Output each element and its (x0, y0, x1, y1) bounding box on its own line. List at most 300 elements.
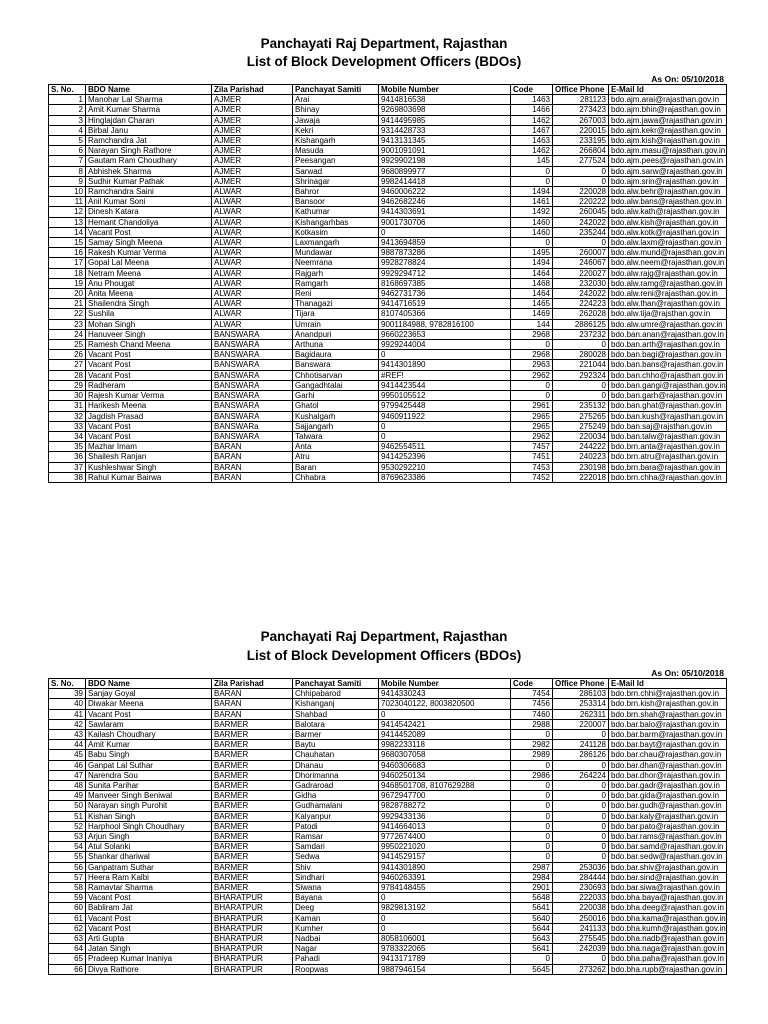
col-mobile-number-cell: 8058106001 (379, 934, 511, 944)
col-email-id-cell[interactable]: bdo.bar.rams@rajasthan.gov.in (609, 832, 727, 842)
col-mobile-number-cell: 9414301890 (379, 862, 511, 872)
col-zila-parishad-cell: BHARATPUR (212, 964, 293, 974)
col-bdo-name-cell: Sudhir Kumar Pathak (86, 176, 212, 186)
col-office-phone-cell: 0 (553, 340, 609, 350)
col-email-id-cell[interactable]: bdo.alw.than@rajasthan.gov.in (609, 299, 727, 309)
col-code-cell: 1466 (511, 105, 553, 115)
col-email-id-cell[interactable]: bdo.bar.balo@rajasthan.gov.in (609, 719, 727, 729)
col-email-id-cell[interactable]: bdo.ban.bans@rajasthan.gov.in (609, 360, 727, 370)
col-email-id-cell[interactable]: bdo.ban.kush@rajasthan.gov.in (609, 411, 727, 421)
col-email-id-cell[interactable]: bdo.bha.kama@rajasthan.gov.in (609, 913, 727, 923)
col-code-cell: 5640 (511, 913, 553, 923)
col-office-phone-cell: 250016 (553, 913, 609, 923)
col-code-cell: 1494 (511, 187, 553, 197)
col-s-no-cell: 56 (49, 862, 86, 872)
col-email-id-cell[interactable]: bdo.brn.atru@rajasthan.gov.in (609, 452, 727, 462)
col-panchayat-samiti-cell: Baytu (293, 740, 379, 750)
col-office-phone-cell: 275265 (553, 411, 609, 421)
col-s-no-cell: 43 (49, 730, 86, 740)
col-email-id-cell[interactable]: bdo.bar.kaly@rajasthan.gov.in (609, 811, 727, 821)
col-email-id-cell[interactable]: bdo.ban.anan@rajasthan.gov.in (609, 329, 727, 339)
col-code-cell: 2961 (511, 401, 553, 411)
col-bdo-name-cell: Rajesh Kumar Verma (86, 391, 212, 401)
col-s-no-cell: 47 (49, 770, 86, 780)
col-panchayat-samiti-cell: Kishanganj (293, 699, 379, 709)
col-bdo-name-cell: Hinglajdan Charan (86, 115, 212, 125)
col-email-id-cell[interactable]: bdo.bha.paha@rajasthan.gov.in (609, 954, 727, 964)
table-row (49, 811, 727, 821)
col-office-phone-cell: 220027 (553, 268, 609, 278)
col-email-id-cell[interactable]: bdo.ajm.bhin@rajasthan.gov.in (609, 105, 727, 115)
col-code-cell: 0 (511, 801, 553, 811)
col-office-phone-cell: 0 (553, 832, 609, 842)
table-row (49, 842, 727, 852)
col-zila-parishad-cell: BARAN (212, 689, 293, 699)
col-email-id-cell[interactable]: bdo.bha.baya@rajasthan.gov.in (609, 893, 727, 903)
col-zila-parishad-cell: BARMER (212, 842, 293, 852)
col-code-cell: 1469 (511, 309, 553, 319)
col-mobile-number-cell: 9001730706 (379, 217, 511, 227)
col-code-cell: 1494 (511, 258, 553, 268)
col-office-phone-cell: 0 (553, 781, 609, 791)
col-panchayat-samiti-cell: Masuda (293, 146, 379, 156)
col-mobile-number-cell: 9680307058 (379, 750, 511, 760)
col-office-phone-cell: 286126 (553, 750, 609, 760)
col-s-no-cell: 19 (49, 278, 86, 288)
table-row (49, 821, 727, 831)
col-s-no-cell: 46 (49, 760, 86, 770)
table-row (49, 964, 727, 974)
col-zila-parishad-cell: AJMER (212, 125, 293, 135)
col-email-id-cell[interactable]: bdo.ajm.arai@rajasthan.gov.in (609, 95, 727, 105)
col-email-id-cell[interactable]: bdo.ban.ghat@rajasthan.gov.in (609, 401, 727, 411)
col-office-phone-cell: 0 (553, 238, 609, 248)
table-row (49, 462, 727, 472)
col-email-id-cell[interactable]: bdo.bar.shiv@rajasthan.gov.in (609, 862, 727, 872)
col-mobile-number-cell: 9460911922 (379, 411, 511, 421)
col-zila-parishad-cell: BANSWARA (212, 360, 293, 370)
col-office-phone-cell: 0 (553, 842, 609, 852)
col-code-cell: 2962 (511, 370, 553, 380)
col-code-cell: 1464 (511, 289, 553, 299)
col-email-id-cell[interactable]: bdo.ajm.sarw@rajasthan.gov.in (609, 166, 727, 176)
table-row (49, 176, 727, 186)
col-mobile-number-cell: 9414716519 (379, 299, 511, 309)
col-zila-parishad-cell: ALWAR (212, 268, 293, 278)
col-panchayat-samiti-cell: Kathumar (293, 207, 379, 217)
col-code-cell: 0 (511, 811, 553, 821)
col-panchayat-samiti-cell: Patodi (293, 821, 379, 831)
col-zila-parishad-cell: ALWAR (212, 248, 293, 258)
col-email-id-cell[interactable]: bdo.brn.kish@rajasthan.gov.in (609, 699, 727, 709)
col-office-phone-cell: 235132 (553, 401, 609, 411)
col-mobile-number-cell: 0 (379, 709, 511, 719)
col-bdo-name-cell: Rakesh Kumar Verma (86, 248, 212, 258)
col-bdo-name-cell: Arti Gupta (86, 934, 212, 944)
col-mobile-number-cell: 9414452089 (379, 730, 511, 740)
col-code-cell: 1495 (511, 248, 553, 258)
col-mobile-number-cell: 9460006222 (379, 187, 511, 197)
col-office-phone-cell: 221044 (553, 360, 609, 370)
table-row (49, 370, 727, 380)
col-mobile-number-cell: 9784148455 (379, 883, 511, 893)
col-panchayat-samiti-cell: Bahror (293, 187, 379, 197)
col-panchayat-samiti-cell: Laxmangarh (293, 238, 379, 248)
table-row (49, 934, 727, 944)
col-bdo-name-cell: Vacant Post (86, 893, 212, 903)
col-zila-parishad-cell: BARMER (212, 883, 293, 893)
col-zila-parishad-cell: BARMER (212, 821, 293, 831)
col-office-phone-cell: 0 (553, 760, 609, 770)
col-code-cell: 0 (511, 832, 553, 842)
col-bdo-name-cell: Diwakar Meena (86, 699, 212, 709)
col-email-id-cell[interactable]: bdo.ban.arth@rajasthan.gov.in (609, 340, 727, 350)
col-email-id-cell[interactable]: bdo.ajm.srin@rajasthan.gov.in (609, 176, 727, 186)
col-panchayat-samiti-cell: Kumher (293, 923, 379, 933)
col-s-no-header: S. No. (49, 85, 86, 95)
col-email-id-cell[interactable]: bdo.alw.tija@rajsthan.gov.in (609, 309, 727, 319)
table-row (49, 719, 727, 729)
col-code-cell: 145 (511, 156, 553, 166)
col-zila-parishad-cell: BARMER (212, 760, 293, 770)
col-email-id-cell[interactable]: bdo.bha.nadb@rajasthan.gov.in (609, 934, 727, 944)
col-zila-parishad-cell: BARAN (212, 452, 293, 462)
col-code-cell: 7454 (511, 689, 553, 699)
col-zila-parishad-cell: ALWAR (212, 187, 293, 197)
col-zila-parishad-cell: ALWAR (212, 197, 293, 207)
col-bdo-name-cell: Gopal Lal Meena (86, 258, 212, 268)
as-on-date: As On: 05/10/2018 (651, 74, 724, 84)
col-email-id-cell[interactable]: bdo.alw.kath@rajasthan.gov.in (609, 207, 727, 217)
col-s-no-cell: 40 (49, 699, 86, 709)
col-email-id-cell[interactable]: bdo.ajm.pees@rajasthan.gov.in (609, 156, 727, 166)
col-email-id-cell[interactable]: bdo.alw.reni@rajasthan.gov.in (609, 289, 727, 299)
col-mobile-number-cell: 9530292210 (379, 462, 511, 472)
col-panchayat-samiti-cell: Ghatol (293, 401, 379, 411)
col-zila-parishad-cell: AJMER (212, 105, 293, 115)
col-s-no-cell: 25 (49, 340, 86, 350)
col-email-id-cell[interactable]: bdo.alw.behr@rajasthan.gov.in (609, 187, 727, 197)
col-office-phone-cell: 0 (553, 811, 609, 821)
col-email-id-cell[interactable]: bdo.bar.samd@rajasthan.gov.in (609, 842, 727, 852)
col-email-id-cell[interactable]: bdo.ban.garh@rajasthan.gov.in (609, 391, 727, 401)
col-bdo-name-cell: Kishan Singh (86, 811, 212, 821)
col-panchayat-samiti-cell: Siwana (293, 883, 379, 893)
col-office-phone-cell: 280028 (553, 350, 609, 360)
col-s-no-cell: 57 (49, 872, 86, 882)
col-zila-parishad-cell: BHARATPUR (212, 913, 293, 923)
col-bdo-name-cell: Ganpat Lal Suthar (86, 760, 212, 770)
col-office-phone-cell: 284444 (553, 872, 609, 882)
col-zila-parishad-cell: BHARATPUR (212, 893, 293, 903)
col-panchayat-samiti-cell: Balotara (293, 719, 379, 729)
col-s-no-cell: 4 (49, 125, 86, 135)
col-email-id-cell[interactable]: bdo.bha.naga@rajasthan.gov.in (609, 944, 727, 954)
table-row (49, 832, 727, 842)
col-mobile-number-cell: 9887946154 (379, 964, 511, 974)
col-email-id-cell[interactable]: bdo.bar.bayt@rajasthan.gov.in (609, 740, 727, 750)
col-panchayat-samiti-cell: Kotkasim (293, 227, 379, 237)
col-mobile-number-cell: 9462554511 (379, 442, 511, 452)
col-office-phone-cell: 0 (553, 391, 609, 401)
bdo-table-page-2 (48, 678, 727, 975)
col-zila-parishad-cell: BARMER (212, 719, 293, 729)
col-email-id-cell[interactable]: bdo.ban.chho@rajasthan.gov.in (609, 370, 727, 380)
table-row (49, 401, 727, 411)
col-panchayat-samiti-cell: Bhinay (293, 105, 379, 115)
col-email-id-cell[interactable]: bdo.alw.kotk@rajasthan.gov.in (609, 227, 727, 237)
col-mobile-number-cell: 9929244004 (379, 340, 511, 350)
col-email-id-cell[interactable]: bdo.ban.bagi@rajasthan.gov.in (609, 350, 727, 360)
col-bdo-name-cell: Babu Singh (86, 750, 212, 760)
table-row (49, 740, 727, 750)
col-code-cell: 2968 (511, 350, 553, 360)
col-s-no-cell: 49 (49, 791, 86, 801)
col-zila-parishad-cell: AJMER (212, 176, 293, 186)
col-email-id-cell[interactable]: bdo.alw.ramg@rajasthan.gov.in (609, 278, 727, 288)
col-office-phone-cell: 0 (553, 821, 609, 831)
col-email-id-cell[interactable]: bdo.ban.talw@rajasthan.gov.in (609, 431, 727, 441)
col-bdo-name-cell: Vacant Post (86, 709, 212, 719)
table-row (49, 391, 727, 401)
col-email-id-cell[interactable]: bdo.alw.umre@rajasthan.gov.in (609, 319, 727, 329)
col-email-id-cell[interactable]: bdo.alw.kish@rajasthan.gov.in (609, 217, 727, 227)
col-email-id-cell[interactable]: bdo.bar.dhor@rajasthan.gov.in (609, 770, 727, 780)
col-office-phone-cell: 240223 (553, 452, 609, 462)
col-bdo-name-header: BDO Name (86, 85, 212, 95)
col-code-cell: 0 (511, 340, 553, 350)
col-s-no-cell: 17 (49, 258, 86, 268)
col-s-no-cell: 42 (49, 719, 86, 729)
col-panchayat-samiti-cell: Umrain (293, 319, 379, 329)
col-zila-parishad-cell: BHARATPUR (212, 934, 293, 944)
col-office-phone-cell: 230693 (553, 883, 609, 893)
col-email-id-cell[interactable]: bdo.bar.pato@rajasthan.gov.in (609, 821, 727, 831)
col-panchayat-samiti-cell: Anandpuri (293, 329, 379, 339)
col-office-phone-cell: 266804 (553, 146, 609, 156)
col-email-id-header: E-Mail Id (609, 679, 727, 689)
col-s-no-cell: 22 (49, 309, 86, 319)
col-email-id-cell[interactable]: bdo.ajm.jawa@rajasthan.gov.in (609, 115, 727, 125)
col-mobile-number-cell: 9950105512 (379, 391, 511, 401)
col-email-id-cell[interactable]: bdo.ban.saj@rajsthan.gov.in (609, 421, 727, 431)
col-email-id-cell[interactable]: bdo.bar.gadr@rajasthan.gov.in (609, 781, 727, 791)
col-s-no-cell: 64 (49, 944, 86, 954)
col-mobile-number-cell: 9660223653 (379, 329, 511, 339)
col-email-id-cell[interactable]: bdo.alw.laxm@rajasthan.gov.in (609, 238, 727, 248)
col-office-phone-cell: 292324 (553, 370, 609, 380)
col-zila-parishad-cell: BARMER (212, 750, 293, 760)
col-code-cell: 2986 (511, 770, 553, 780)
col-s-no-cell: 50 (49, 801, 86, 811)
table-row (49, 689, 727, 699)
col-office-phone-header: Office Phone (553, 679, 609, 689)
col-email-id-cell[interactable]: bdo.brn.chhi@rajasthan.gov.in (609, 689, 727, 699)
col-s-no-cell: 12 (49, 207, 86, 217)
col-panchayat-samiti-cell: Dhorimanna (293, 770, 379, 780)
col-bdo-name-cell: Vacant Post (86, 923, 212, 933)
col-email-id-cell[interactable]: bdo.brn.anta@rajasthan.gov.in (609, 442, 727, 452)
col-code-cell: 2965 (511, 411, 553, 421)
col-s-no-cell: 33 (49, 421, 86, 431)
col-zila-parishad-cell: ALWAR (212, 299, 293, 309)
table-row (49, 329, 727, 339)
col-bdo-name-cell: Vacant Post (86, 370, 212, 380)
col-zila-parishad-cell: BARMER (212, 801, 293, 811)
col-email-id-cell[interactable]: bdo.bar.sedw@rajasthan.gov.in (609, 852, 727, 862)
col-email-id-header: E-Mail Id (609, 85, 727, 95)
col-bdo-name-cell: Vacant Post (86, 227, 212, 237)
col-code-cell: 1467 (511, 125, 553, 135)
col-email-id-cell[interactable]: bdo.ajm.kekr@rajasthan.gov.in (609, 125, 727, 135)
col-s-no-cell: 62 (49, 923, 86, 933)
col-code-cell: 1492 (511, 207, 553, 217)
col-mobile-number-cell: 9783322065 (379, 944, 511, 954)
col-mobile-number-cell: 9829813192 (379, 903, 511, 913)
col-code-cell: 1464 (511, 268, 553, 278)
col-zila-parishad-cell: AJMER (212, 146, 293, 156)
col-mobile-number-cell: 9414423544 (379, 380, 511, 390)
col-panchayat-samiti-cell: Garhi (293, 391, 379, 401)
col-bdo-name-cell: Gautam Ram Choudhary (86, 156, 212, 166)
col-s-no-cell: 23 (49, 319, 86, 329)
col-mobile-number-header: Mobile Number (379, 85, 511, 95)
col-zila-parishad-cell: BARMER (212, 770, 293, 780)
col-email-id-cell[interactable]: bdo.brn.shah@rajasthan.gov.in (609, 709, 727, 719)
col-mobile-number-cell: 9001091091 (379, 146, 511, 156)
col-code-cell: 7452 (511, 472, 553, 482)
col-zila-parishad-header: Zila Parishad (212, 679, 293, 689)
col-office-phone-cell: 237232 (553, 329, 609, 339)
col-bdo-name-cell: Ramchandra Saini (86, 187, 212, 197)
col-mobile-number-cell: 0 (379, 421, 511, 431)
col-email-id-cell[interactable]: bdo.bha.kumh@rajasthan.gov.in (609, 923, 727, 933)
col-code-cell: 1462 (511, 146, 553, 156)
col-office-phone-cell: 220222 (553, 197, 609, 207)
table-row (49, 125, 727, 135)
col-mobile-number-cell: 9414495985 (379, 115, 511, 125)
col-panchayat-samiti-cell: Deeg (293, 903, 379, 913)
table-row (49, 750, 727, 760)
col-s-no-cell: 59 (49, 893, 86, 903)
col-email-id-cell[interactable]: bdo.brn.bara@rajasthan.gov.in (609, 462, 727, 472)
col-panchayat-samiti-cell: Thanagazi (293, 299, 379, 309)
col-panchayat-samiti-cell: Kishangarh (293, 136, 379, 146)
col-mobile-number-cell: 9460250134 (379, 770, 511, 780)
col-email-id-cell[interactable]: bdo.bha.deeg@rajasthan.gov.in (609, 903, 727, 913)
col-office-phone-cell: 222033 (553, 893, 609, 903)
col-email-id-cell[interactable]: bdo.bar.gudh@rajasthan.gov.in (609, 801, 727, 811)
col-email-id-cell[interactable]: bdo.bar.sind@rajasthan.gov.in (609, 872, 727, 882)
col-mobile-number-cell: 9887873286 (379, 248, 511, 258)
col-code-cell: 2989 (511, 750, 553, 760)
col-panchayat-samiti-cell: Bansoor (293, 197, 379, 207)
col-bdo-name-cell: Sanjay Goyal (86, 689, 212, 699)
col-mobile-number-header: Mobile Number (379, 679, 511, 689)
col-office-phone-cell: 253314 (553, 699, 609, 709)
col-email-id-cell[interactable]: bdo.alw.neem@rajasthan.gov.in (609, 258, 727, 268)
col-mobile-number-cell: 9928278824 (379, 258, 511, 268)
col-s-no-cell: 13 (49, 217, 86, 227)
col-mobile-number-cell: 9772674400 (379, 832, 511, 842)
col-bdo-name-cell: Babliram Jat (86, 903, 212, 913)
col-email-id-cell[interactable]: bdo.bar.dhan@rajasthan.gov.in (609, 760, 727, 770)
col-email-id-cell[interactable]: bdo.bar.barm@rajasthan.gov.in (609, 730, 727, 740)
table-row (49, 893, 727, 903)
col-bdo-name-cell: Manveer Singh Beniwal (86, 791, 212, 801)
col-zila-parishad-cell: BARAN (212, 442, 293, 452)
table-row (49, 187, 727, 197)
col-mobile-number-cell: 9672947700 (379, 791, 511, 801)
as-on-date: As On: 05/10/2018 (651, 668, 724, 678)
col-bdo-name-cell: Hanuveer Singh (86, 329, 212, 339)
col-email-id-cell[interactable]: bdo.ajm.kish@rajasthan.gov.in (609, 136, 727, 146)
col-code-cell: 2901 (511, 883, 553, 893)
col-mobile-number-cell: 8168697385 (379, 278, 511, 288)
col-mobile-number-cell: 9001184988, 9782816100 (379, 319, 511, 329)
col-email-id-cell[interactable]: bdo.alw.mund@rajasthan.gov.in (609, 248, 727, 258)
col-code-cell: 5641 (511, 944, 553, 954)
col-email-id-cell[interactable]: bdo.bar.gida@rajasthan.gov.in (609, 791, 727, 801)
col-zila-parishad-cell: BARMER (212, 872, 293, 882)
table-row (49, 360, 727, 370)
col-zila-parishad-cell: ALWAR (212, 319, 293, 329)
col-bdo-name-cell: Jagdish Prasad (86, 411, 212, 421)
col-mobile-number-cell: 9929902198 (379, 156, 511, 166)
table-row (49, 136, 727, 146)
col-email-id-cell[interactable]: bdo.bha.rupb@rajasthan.gov.in (609, 964, 727, 974)
col-mobile-number-cell: 9414301890 (379, 360, 511, 370)
col-s-no-cell: 36 (49, 452, 86, 462)
col-email-id-cell[interactable]: bdo.brn.chha@rajasthan.gov.in (609, 472, 727, 482)
col-email-id-cell[interactable]: bdo.ajm.masu@rajasthan.gov.in (609, 146, 727, 156)
col-s-no-cell: 54 (49, 842, 86, 852)
col-zila-parishad-cell: BANSWARA (212, 350, 293, 360)
col-mobile-number-cell: 0 (379, 913, 511, 923)
col-zila-parishad-cell: BARAN (212, 699, 293, 709)
col-mobile-number-cell: 0 (379, 431, 511, 441)
col-panchayat-samiti-cell: Chhipabarod (293, 689, 379, 699)
col-mobile-number-cell: 8107405366 (379, 309, 511, 319)
col-zila-parishad-cell: ALWAR (212, 207, 293, 217)
table-row (49, 340, 727, 350)
col-office-phone-cell: 220015 (553, 125, 609, 135)
col-s-no-cell: 11 (49, 197, 86, 207)
col-office-phone-cell: 262311 (553, 709, 609, 719)
col-bdo-name-cell: Kushleshwar Singh (86, 462, 212, 472)
col-office-phone-cell: 242022 (553, 217, 609, 227)
col-email-id-cell[interactable]: bdo.ban.gangi@rajasthan.gov.in (609, 380, 727, 390)
col-office-phone-cell: 0 (553, 380, 609, 390)
col-mobile-number-cell: 9799425448 (379, 401, 511, 411)
col-panchayat-samiti-cell: Gudhamalani (293, 801, 379, 811)
col-bdo-name-cell: Harphool Singh Choudhary (86, 821, 212, 831)
col-email-id-cell[interactable]: bdo.alw.rajg@rajasthan.gov.in (609, 268, 727, 278)
col-panchayat-samiti-cell: Gadraroad (293, 781, 379, 791)
col-zila-parishad-cell: BANSWARA (212, 329, 293, 339)
col-email-id-cell[interactable]: bdo.bar.chau@rajasthan.gov.in (609, 750, 727, 760)
col-email-id-cell[interactable]: bdo.bar.siwa@rajasthan.gov.in (609, 883, 727, 893)
col-s-no-cell: 2 (49, 105, 86, 115)
col-mobile-number-cell: 9413694859 (379, 238, 511, 248)
col-s-no-cell: 51 (49, 811, 86, 821)
col-panchayat-samiti-cell: Bagidaura (293, 350, 379, 360)
col-panchayat-samiti-cell: Barmer (293, 730, 379, 740)
col-email-id-cell[interactable]: bdo.alw.bans@rajasthan.gov.in (609, 197, 727, 207)
table-row (49, 852, 727, 862)
table-row (49, 289, 727, 299)
col-s-no-header: S. No. (49, 679, 86, 689)
